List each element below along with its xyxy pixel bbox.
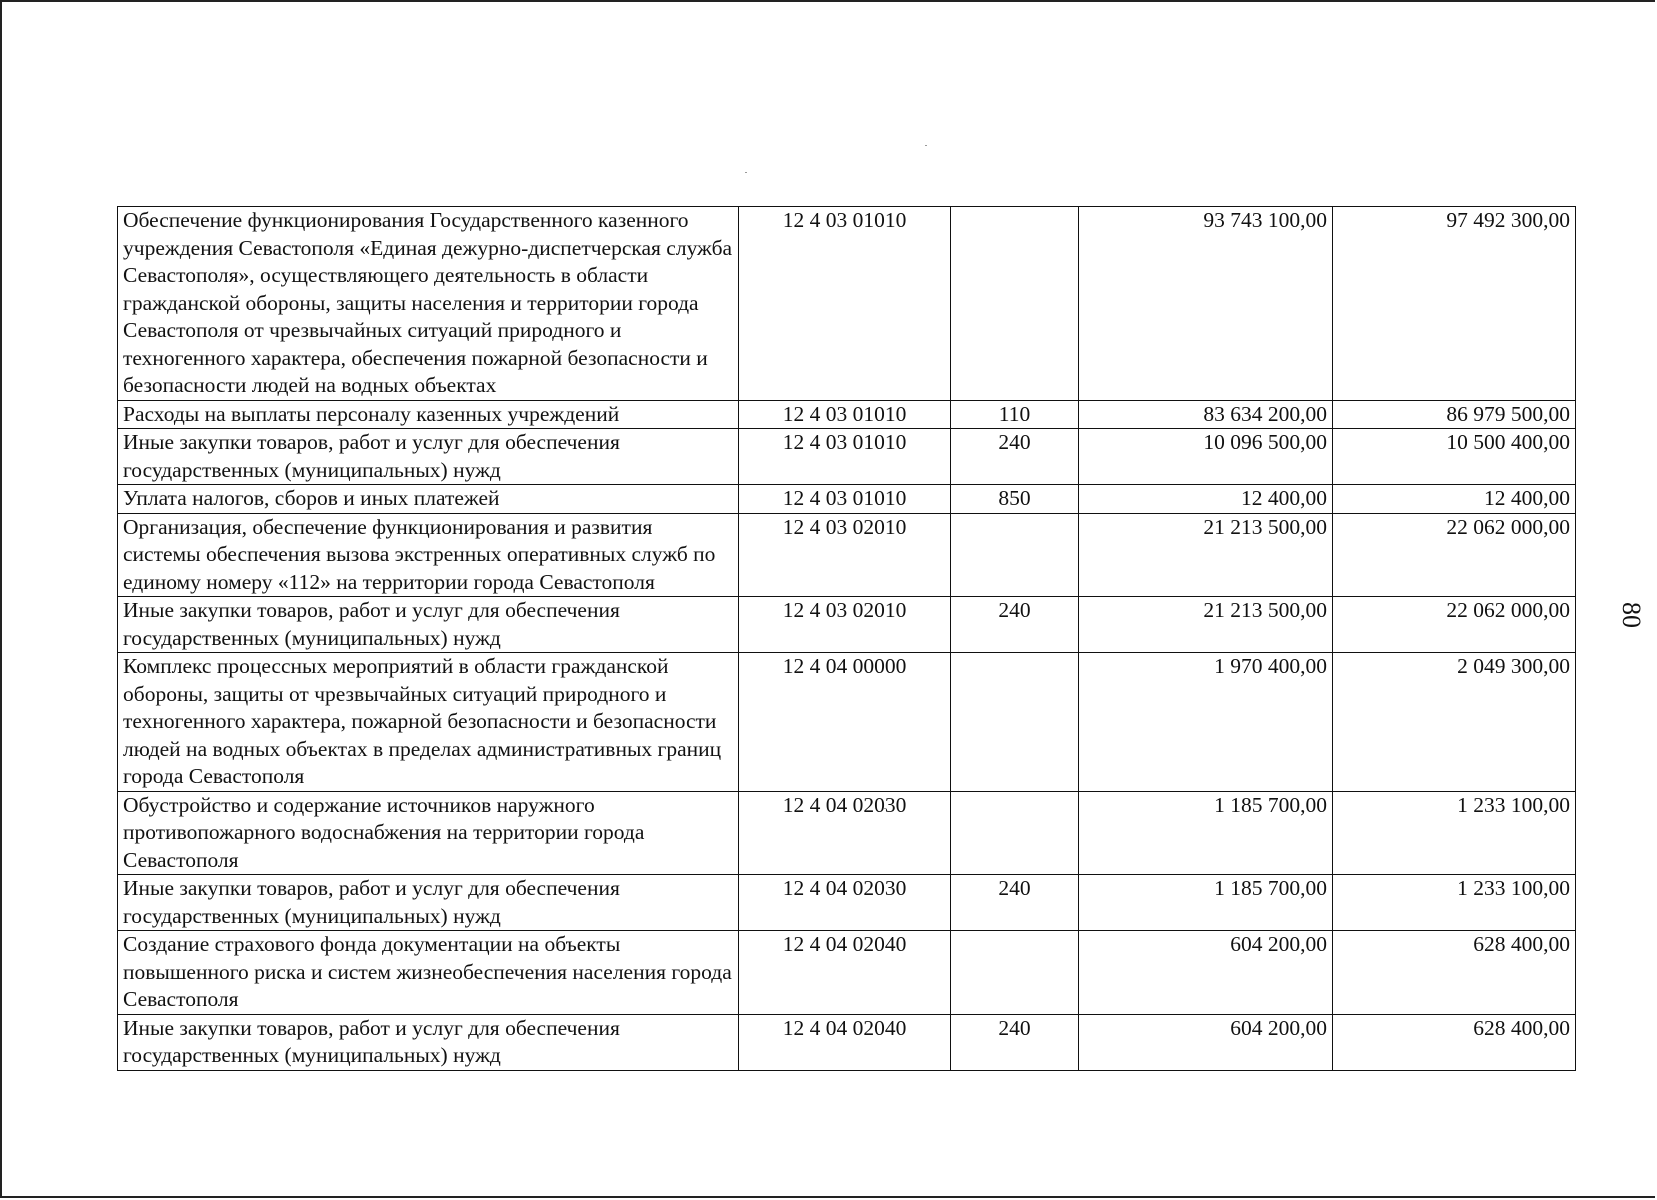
amount-first: 93 743 100,00 <box>1079 207 1333 401</box>
amount-first: 604 200,00 <box>1079 1014 1333 1070</box>
target-article-code: 12 4 04 02030 <box>739 791 951 875</box>
amount-first: 1 970 400,00 <box>1079 653 1333 792</box>
amount-first: 12 400,00 <box>1079 485 1333 514</box>
expense-name: Иные закупки товаров, работ и услуг для обеспечения государственных (муниципальных) нужд <box>118 597 739 653</box>
table-row <box>118 931 1576 1015</box>
table-row <box>118 597 1576 653</box>
expense-type-code: 240 <box>951 429 1079 485</box>
amount-second: 22 062 000,00 <box>1333 513 1576 597</box>
expense-type-code: 240 <box>951 875 1079 931</box>
target-article-code: 12 4 04 00000 <box>739 653 951 792</box>
amount-second: 10 500 400,00 <box>1333 429 1576 485</box>
expense-name: Создание страхового фонда документации на объекты повышенного риска и систем жизнеобеспечения населения города Севастополя <box>118 931 739 1015</box>
expense-name: Иные закупки товаров, работ и услуг для обеспечения государственных (муниципальных) нужд <box>118 875 739 931</box>
expense-type-code <box>951 207 1079 401</box>
target-article-code: 12 4 03 02010 <box>739 513 951 597</box>
expense-type-code: 850 <box>951 485 1079 514</box>
amount-first: 21 213 500,00 <box>1079 513 1333 597</box>
amount-second: 97 492 300,00 <box>1333 207 1576 401</box>
table-row <box>118 207 1576 401</box>
expense-type-code <box>951 931 1079 1015</box>
amount-first: 21 213 500,00 <box>1079 597 1333 653</box>
expense-name: Обеспечение функционирования Государственного казенного учреждения Севастополя «Единая дежурно-диспетчерская служба Севастополя», осуществляющего деятельность в области гражданской обороны, защиты населения и территории города Севастополя от чрезвычайных ситуаций природного и техногенного характера, обеспечения пожарной безопасности и безопасности людей на водных объектах <box>118 207 739 401</box>
amount-second: 22 062 000,00 <box>1333 597 1576 653</box>
table-row <box>118 791 1576 875</box>
expense-name: Иные закупки товаров, работ и услуг для обеспечения государственных (муниципальных) нужд <box>118 1014 739 1070</box>
amount-second: 86 979 500,00 <box>1333 400 1576 429</box>
amount-second: 628 400,00 <box>1333 1014 1576 1070</box>
amount-first: 83 634 200,00 <box>1079 400 1333 429</box>
amount-first: 604 200,00 <box>1079 931 1333 1015</box>
table-row <box>118 429 1576 485</box>
scan-speck <box>745 172 747 173</box>
target-article-code: 12 4 04 02040 <box>739 1014 951 1070</box>
expense-type-code: 240 <box>951 1014 1079 1070</box>
expense-name: Иные закупки товаров, работ и услуг для обеспечения государственных (муниципальных) нужд <box>118 429 739 485</box>
page-number: 80 <box>1617 602 1646 628</box>
scan-speck <box>925 145 927 146</box>
expense-name: Уплата налогов, сборов и иных платежей <box>118 485 739 514</box>
expense-type-code <box>951 791 1079 875</box>
table-row <box>118 653 1576 792</box>
table-row <box>118 485 1576 514</box>
target-article-code: 12 4 03 02010 <box>739 597 951 653</box>
budget-table <box>117 206 1576 1071</box>
target-article-code: 12 4 03 01010 <box>739 429 951 485</box>
amount-second: 2 049 300,00 <box>1333 653 1576 792</box>
target-article-code: 12 4 04 02040 <box>739 931 951 1015</box>
target-article-code: 12 4 03 01010 <box>739 485 951 514</box>
expense-type-code: 110 <box>951 400 1079 429</box>
table-row <box>118 875 1576 931</box>
amount-second: 12 400,00 <box>1333 485 1576 514</box>
target-article-code: 12 4 04 02030 <box>739 875 951 931</box>
expense-name: Организация, обеспечение функционирования и развития системы обеспечения вызова экстренных оперативных служб по единому номеру «112» на территории города Севастополя <box>118 513 739 597</box>
expense-name: Комплекс процессных мероприятий в области гражданской обороны, защиты от чрезвычайных ситуаций природного и техногенного характера, пожарной безопасности и безопасности людей на водных объектах в пределах административных границ города Севастополя <box>118 653 739 792</box>
table-row <box>118 400 1576 429</box>
amount-second: 1 233 100,00 <box>1333 791 1576 875</box>
expense-type-code <box>951 653 1079 792</box>
amount-second: 1 233 100,00 <box>1333 875 1576 931</box>
amount-first: 10 096 500,00 <box>1079 429 1333 485</box>
amount-second: 628 400,00 <box>1333 931 1576 1015</box>
expense-name: Обустройство и содержание источников наружного противопожарного водоснабжения на территории города Севастополя <box>118 791 739 875</box>
expense-type-code <box>951 513 1079 597</box>
target-article-code: 12 4 03 01010 <box>739 207 951 401</box>
amount-first: 1 185 700,00 <box>1079 875 1333 931</box>
table-row <box>118 513 1576 597</box>
amount-first: 1 185 700,00 <box>1079 791 1333 875</box>
expense-type-code: 240 <box>951 597 1079 653</box>
target-article-code: 12 4 03 01010 <box>739 400 951 429</box>
table-row <box>118 1014 1576 1070</box>
expense-name: Расходы на выплаты персоналу казенных учреждений <box>118 400 739 429</box>
